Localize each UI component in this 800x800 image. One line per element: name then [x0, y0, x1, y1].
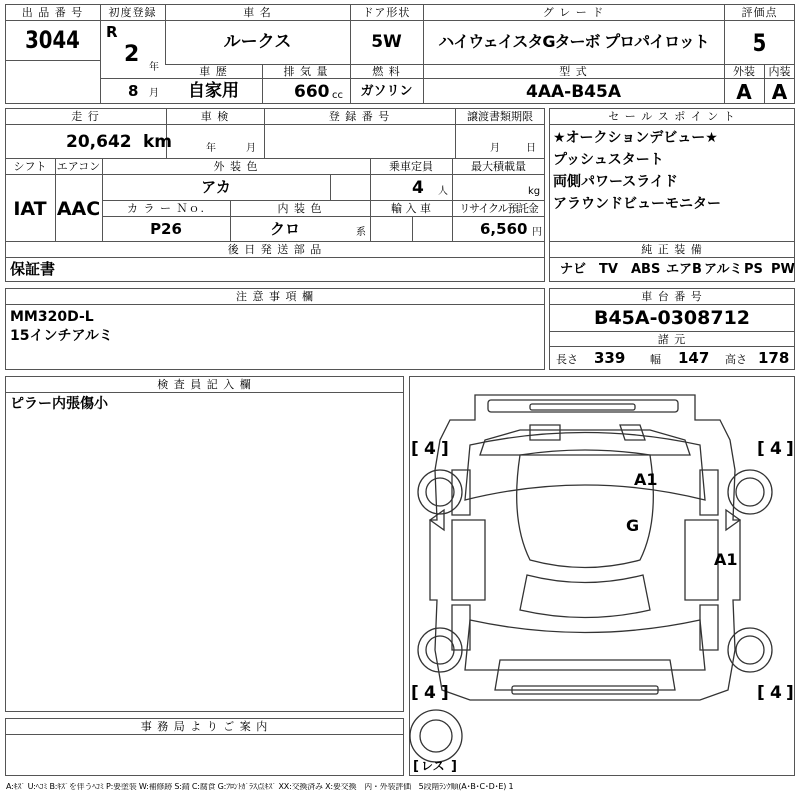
first-reg-label: 初度登録 [108, 6, 157, 19]
transfer-label: 譲渡書類期限 [467, 110, 533, 123]
width-label: 幅 [650, 353, 661, 366]
equipment-airbag: エアB [666, 262, 702, 277]
damage-mark-a1-hood: A1 [634, 470, 658, 489]
equipment-alloy: アルミ [704, 262, 743, 277]
equipment-abs: ABS [631, 262, 661, 277]
history-label: 車 歴 [199, 65, 228, 78]
ac-label: エアコン [56, 160, 101, 173]
bracket-close: ] [451, 759, 457, 774]
sales-point-item: ★オークションデビュー★ [553, 130, 718, 146]
office-label: 事 務 局 よ り ご 案 内 [140, 720, 269, 733]
import-label: 輸 入 車 [391, 202, 431, 215]
reg-month: 8 [128, 82, 139, 100]
capacity: 4 [412, 178, 424, 198]
shift: IAT [13, 198, 47, 220]
legend: A:ｷｽﾞ U:ﾍｺﾐ B:ｷｽﾞを伴うﾍｺﾐ P:要塗装 W:補修跡 S:錆 C:腐食 G:ﾌﾛﾝﾄｶﾞﾗｽ点ｷｽﾞ XX:交換済み X:要交換 内・外装評価 5段階ﾗﾝｸ順(A･B･C･D･E) 1 [6, 783, 514, 791]
chassis-label: 車 台 番 号 [641, 290, 703, 303]
color-no-label: カ ラ ー Ｎｏ. [127, 202, 205, 215]
bracket-close: ] [441, 683, 449, 703]
score: 5 [752, 29, 767, 57]
interior-color: クロ [269, 220, 300, 238]
mileage: 20,642 [66, 132, 132, 152]
tire-tread-front-right: 4 [770, 439, 782, 459]
transfer-month-unit: 月 [490, 143, 500, 154]
max-load-label: 最大積載量 [471, 160, 526, 173]
inspector-label: 検 査 員 記 入 欄 [157, 378, 252, 391]
recycle-unit: 円 [532, 227, 542, 238]
month-unit: 月 [149, 88, 159, 99]
int-grade-label: 内装 [768, 65, 791, 78]
spec-label: 諸 元 [657, 333, 687, 346]
exterior-grade: A [736, 80, 752, 104]
car-diagram-block [409, 376, 795, 776]
fuel-type: ガソリン [360, 84, 413, 99]
recycle-deposit: 6,560 [480, 220, 528, 238]
sales-point-item: アラウンドビューモニター [553, 196, 721, 212]
height: 178 [758, 349, 790, 367]
equipment-ps: PS [744, 262, 763, 277]
grade: ハイウェイスタGターボ プロパイロット [438, 32, 709, 51]
damage-mark-a1-side: A1 [714, 550, 738, 569]
bracket-open: [ [413, 759, 419, 774]
exterior-color: アカ [201, 178, 231, 196]
interior-color-unit: 系 [356, 227, 366, 238]
equipment-pw: PW [771, 262, 795, 277]
car-name: ルークス [223, 32, 292, 52]
year-unit: 年 [149, 62, 159, 73]
notes-line: 15インチアルミ [10, 328, 113, 344]
sales-points-label: セ ー ル ス ポ イ ン ト [608, 110, 736, 123]
ext-color-label: 外 装 色 [213, 160, 259, 173]
mileage-label: 走 行 [71, 110, 100, 123]
interior-grade: A [771, 80, 788, 104]
notes-label: 注 意 事 項 欄 [236, 290, 314, 303]
length-label: 長さ [556, 353, 578, 366]
reg-year: 2 [124, 42, 140, 67]
bracket-close: ] [786, 683, 794, 703]
displacement: 660 [294, 82, 330, 102]
color-number: P26 [150, 220, 182, 238]
width: 147 [678, 349, 710, 367]
recycle-label: リサイクル預託金 [459, 202, 538, 215]
fuel-label: 燃 料 [372, 65, 401, 78]
capacity-unit: 人 [438, 186, 448, 197]
transfer-day-unit: 日 [526, 143, 536, 154]
shift-label: シフト [13, 160, 47, 173]
tire-tread-rear-right: 4 [770, 683, 782, 703]
equipment-navi: ナビ [560, 262, 587, 277]
ext-grade-label: 外装 [733, 65, 755, 78]
reg-no-label: 登 録 番 号 [328, 110, 391, 123]
air-conditioner: AAC [56, 198, 101, 220]
inspection-month-unit: 月 [246, 143, 256, 154]
inspection-label: 車 検 [200, 110, 230, 123]
inspection-year-unit: 年 [206, 143, 216, 154]
inspector-notes: ピラー内張傷小 [10, 396, 108, 412]
door-type: 5W [371, 32, 402, 52]
damage-mark-g-windshield: G [626, 516, 640, 535]
displacement-unit: cc [332, 90, 343, 101]
later-parts: 保証書 [10, 260, 56, 278]
bracket-open: [ [757, 439, 765, 459]
bracket-open: [ [411, 439, 419, 459]
score-label: 評価点 [741, 6, 778, 19]
spare-tire: レス [421, 759, 445, 773]
bracket-close: ] [786, 439, 794, 459]
notes-line: MM320D-L [10, 309, 94, 325]
tire-tread-front-left: 4 [424, 439, 436, 459]
tire-tread-rear-left: 4 [424, 683, 436, 703]
model-label: 型 式 [559, 65, 588, 78]
height-label: 高さ [725, 353, 747, 366]
bracket-close: ] [441, 439, 449, 459]
lot-no-label: 出 品 番 号 [21, 6, 84, 19]
era: R [106, 23, 118, 41]
doors-label: ドア形状 [362, 6, 411, 19]
displacement-label: 排 気 量 [283, 65, 329, 78]
vehicle-history: 自家用 [188, 81, 239, 101]
equipment-tv: TV [599, 262, 618, 277]
sales-point-item: 両側パワースライド [553, 174, 678, 190]
capacity-label: 乗車定員 [389, 160, 433, 173]
mileage-unit: km [143, 132, 173, 152]
sales-point-item: プッシュスタート [553, 152, 664, 168]
model-code: 4AA-B45A [526, 82, 621, 102]
later-parts-label: 後 日 発 送 部 品 [227, 243, 323, 256]
bracket-open: [ [757, 683, 765, 703]
int-color-label: 内 装 色 [277, 202, 323, 215]
bracket-open: [ [411, 683, 419, 703]
inspector-block [5, 376, 404, 712]
equipment-label: 純 正 装 備 [641, 243, 703, 256]
lot-number: 3044 [25, 26, 80, 54]
car-name-label: 車 名 [243, 6, 272, 19]
length: 339 [594, 349, 626, 367]
chassis-number: B45A-0308712 [593, 307, 751, 329]
grade-label: グ レ ー ド [542, 6, 605, 19]
max-load-unit: kg [528, 186, 541, 197]
